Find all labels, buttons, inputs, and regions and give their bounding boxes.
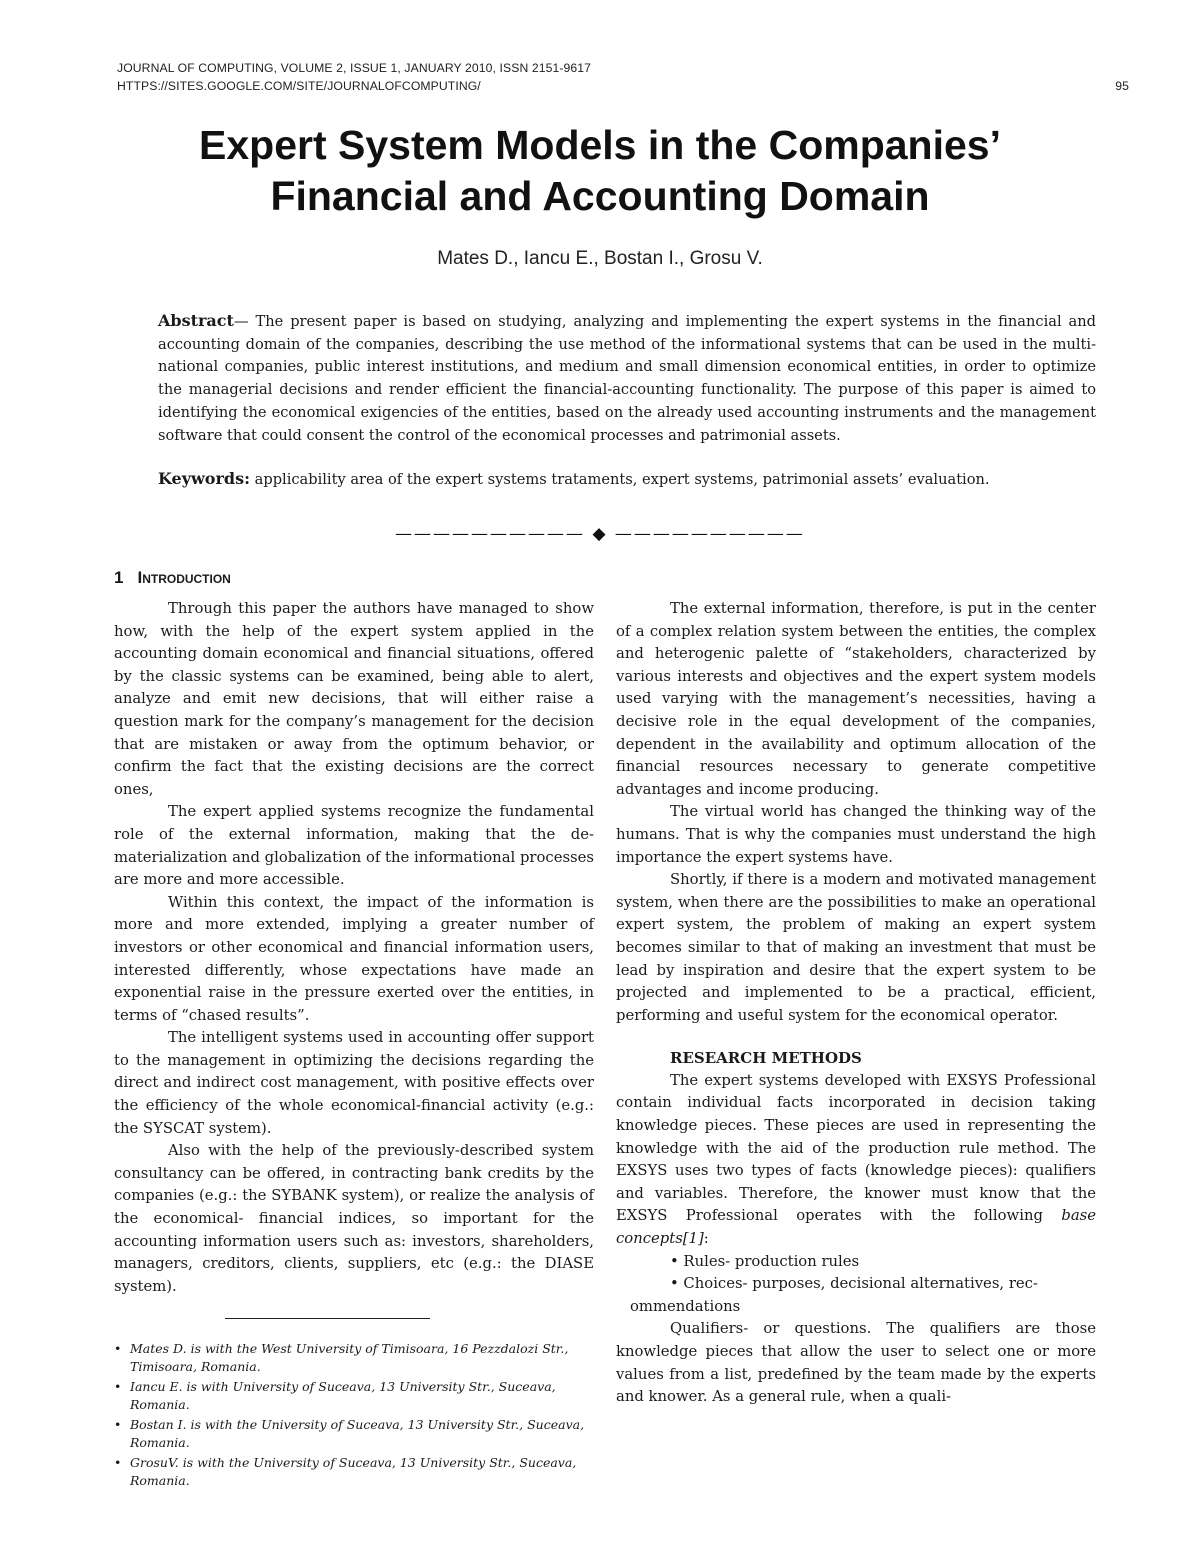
keywords-label: Keywords: (158, 469, 251, 488)
abstract (158, 310, 1096, 447)
bullet-item-continuation: ommendations (630, 1297, 741, 1315)
research-methods-heading: RESEARCH METHODS (670, 1049, 862, 1068)
abstract-label: Abstract (158, 311, 234, 330)
paragraph: Through this paper the authors have managed to show how, with the help of the expert system applied in the accounting domain economical and financial situations, offered by the classic systems can be examined, being able to alert, analyze and emit new decisions, that will either raise a question mark for the company’s management for the decision that are mistaken or away from the optimum behavior, or confirm the fact that the existing decisions are the correct ones, (114, 600, 594, 798)
paragraph: The expert applied systems recognize the fundamental role of the external information, making that the de-materialization and globalization of the informational processes are more and more accessible. (114, 803, 594, 889)
author-list: Mates D., Iancu E., Bostan I., Grosu V. (437, 248, 763, 269)
footnote-item: • Mates D. is with the West University of Timisoara, 16 Pezzdalozi Str., Timisoara, Romania. (114, 1340, 594, 1376)
bullet-item: • Rules- production rules (670, 1252, 860, 1270)
journal-url: HTTPS://SITES.GOOGLE.COM/SITE/JOURNALOFCOMPUTING/ (117, 78, 481, 93)
section-separator: —————————— ◆ —————————— (395, 524, 805, 544)
footnote-divider (225, 1318, 430, 1319)
keywords (158, 468, 1096, 492)
bullet-item: • Choices- purposes, decisional alternatives, rec- (670, 1275, 1038, 1293)
title-line-1: Expert System Models in the Companies’ (199, 122, 1001, 168)
paragraph (616, 1070, 1096, 1251)
section-title: Introduction (137, 568, 231, 587)
paragraph: The intelligent systems used in accounting offer support to the management in optimizing the decisions regarding the direct and indirect cost management, with positive effects over the efficiency of the whole economical-financial activity (e.g.: the SYSCAT system). (114, 1029, 594, 1137)
abstract-dash: — (233, 313, 256, 330)
journal-line: JOURNAL OF COMPUTING, VOLUME 2, ISSUE 1, JANUARY 2010, ISSN 2151-9617 (117, 61, 592, 75)
title-line-2: Financial and Accounting Domain (270, 173, 930, 219)
right-column (616, 598, 1096, 1409)
paper-title (0, 120, 1200, 222)
paragraph: Also with the help of the previously-described system consultancy can be offered, in contracting bank credits by the companies (e.g.: the SYBANK system), or realize the analysis of the economical- financial indices, so important for the accounting information users such as: investors, shareholders, managers, creditors, clients, suppliers, etc (e.g.: the DIASE system). (114, 1142, 594, 1295)
running-header (117, 60, 1129, 95)
footnote-item: • Iancu E. is with University of Suceava, 13 University Str., Suceava, Romania. (114, 1378, 594, 1414)
keywords-text: applicability area of the expert systems trataments, expert systems, patrimonial assets’ evaluation. (250, 471, 990, 488)
section-heading-introduction (114, 568, 231, 588)
abstract-text: The present paper is based on studying, analyzing and implementing the expert systems in the financial and accounting domain of the companies, describing the use method of the informational systems that can be used in the multi-national companies, public interest institutions, and medium and small dimension economical entities, in order to optimize the managerial decisions and render efficient the financial-accounting functionality. The purpose of this paper is aimed to identifying the economical exigencies of the entities, based on the already used accounting instruments and the management software that could consent the control of the economical processes and patrimonial assets. (158, 313, 1096, 444)
base-concepts-ref: base concepts[1] (616, 1207, 1096, 1248)
paragraph: The virtual world has changed the thinking way of the humans. That is why the companies must understand the high importance the expert systems have. (616, 803, 1096, 866)
left-column (114, 598, 594, 1298)
author-footnotes (114, 1340, 594, 1492)
page-number: 95 (1115, 78, 1129, 93)
section-number: 1 (114, 568, 124, 587)
paragraph: Shortly, if there is a modern and motivated management system, when there are the possibilities to make an operational expert system, the problem of making an expert system becomes similar to that of making an investment that must be lead by inspiration and desire that the expert system to be projected and implemented to be a practical, efficient, performing and useful system for the economical operator. (616, 871, 1096, 1024)
paragraph: Within this context, the impact of the information is more and more extended, implying a greater number of investors or other economical and financial information users, interested differently, whose expectations have made an exponential raise in the pressure exerted over the entities, in terms of “chased results”. (114, 893, 594, 1024)
footnote-item: • GrosuV. is with the University of Suceava, 13 University Str., Suceava, Romania. (114, 1454, 594, 1490)
research-intro: The expert systems developed with EXSYS Professional contain individual facts incorporated in decision taking knowledge pieces. These pieces are used in representing the knowledge with the aid of the production rule method. The EXSYS uses two types of facts (knowledge pieces): qualifiers and variables. Therefore, the knower must know that the EXSYS Professional operates with the following (616, 1071, 1096, 1225)
paragraph: Qualifiers- or questions. The qualifiers are those knowledge pieces that allow the user to select one or more values from a list, predefined by the team made by the experts and knower. As a general rule, when a quali- (616, 1320, 1096, 1406)
footnote-item: • Bostan I. is with the University of Suceava, 13 University Str., Suceava, Romania. (114, 1416, 594, 1452)
research-intro-end: : (703, 1230, 709, 1248)
paragraph: The external information, therefore, is put in the center of a complex relation system between the entities, the complex and heterogenic palette of “stakeholders, characterized by various interests and objectives and the expert system models used varying with the management’s necessities, having a decisive role in the equal development of the companies, dependent in the availability and optimum allocation of the financial resources necessary to generate competitive advantages and income producing. (616, 600, 1096, 798)
